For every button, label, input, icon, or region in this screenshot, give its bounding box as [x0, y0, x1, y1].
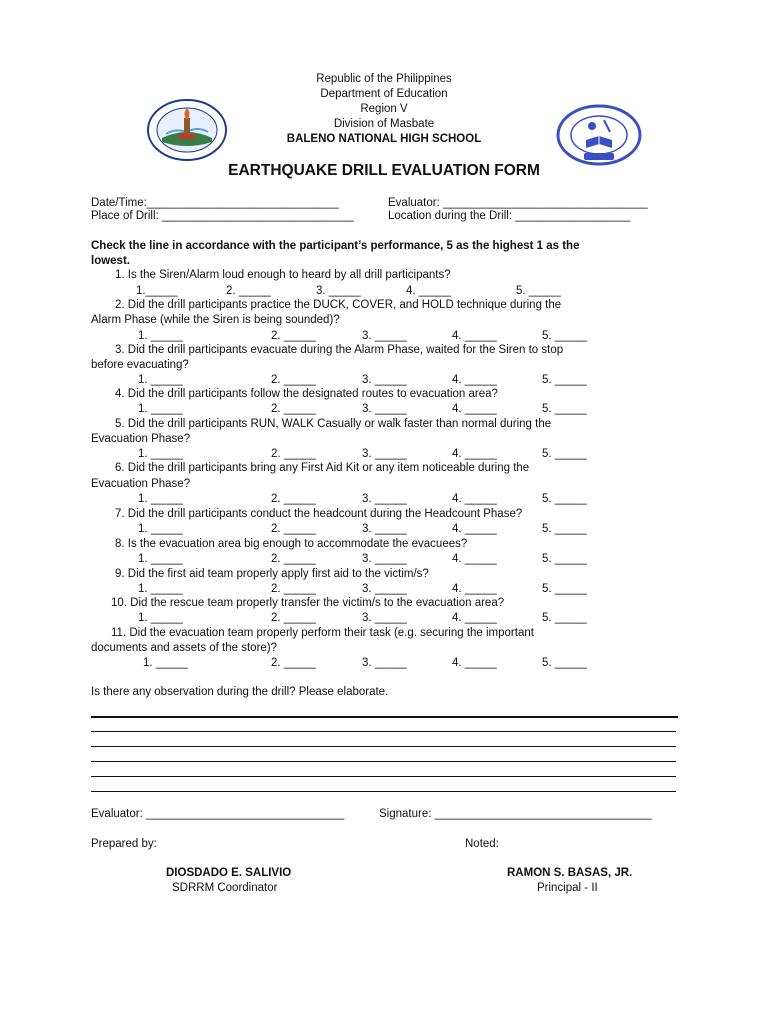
rating-3[interactable]: 3. _____ [362, 612, 407, 624]
date-time-field[interactable]: Date/Time:______________________________ [91, 197, 339, 209]
question-text: 9. Did the first aid team properly apply first aid to the victim/s? [115, 568, 429, 580]
rating-2[interactable]: 2. _____ [271, 448, 316, 460]
rating-4[interactable]: 4. _____ [452, 583, 497, 595]
rating-5[interactable]: 5. _____ [542, 374, 587, 386]
observation-line-3[interactable] [91, 746, 676, 747]
rating-4[interactable]: 4. _____ [452, 374, 497, 386]
location-field[interactable]: Location during the Drill: __________________ [388, 210, 631, 222]
observation-prompt: Is there any observation during the drill? Please elaborate. [91, 686, 389, 698]
signature-field[interactable]: Signature: __________________________________ [379, 808, 653, 820]
question-text: 11. Did the evacuation team properly perform their task (e.g. securing the important [111, 627, 534, 639]
rating-1[interactable]: 1. _____ [138, 403, 183, 415]
question-text: 8. Is the evacuation area big enough to accommodate the evacuees? [115, 538, 468, 550]
question-text: 10. Did the rescue team properly transfer the victim/s to the evacuation area? [111, 597, 505, 609]
rating-1[interactable]: 1._____ [136, 285, 178, 297]
rating-1[interactable]: 1. _____ [138, 374, 183, 386]
rating-5[interactable]: 5. _____ [542, 330, 587, 342]
noter-title: Principal - II [537, 882, 598, 894]
rating-3[interactable]: 3. _____ [362, 403, 407, 415]
prepared-by-label: Prepared by: [91, 838, 157, 850]
rating-3[interactable]: 3. _____ [362, 657, 407, 669]
rating-3[interactable]: 3. _____ [362, 583, 407, 595]
instruction-line-1: Check the line in accordance with the participant’s performance, 5 as the highest 1 as the [91, 240, 580, 252]
preparer-name: DIOSDADO E. SALIVIO [166, 867, 292, 879]
question-text-cont: Alarm Phase (while the Siren is being sounded)? [91, 314, 340, 326]
question-text: 6. Did the drill participants bring any First Aid Kit or any item noticeable during the [115, 462, 530, 474]
observation-line-5[interactable] [91, 776, 676, 777]
evaluator-signature-field[interactable]: Evaluator: _______________________________ [91, 808, 345, 820]
question-text: 1. Is the Siren/Alarm loud enough to heard by all drill participants? [115, 269, 451, 281]
rating-2[interactable]: 2. _____ [226, 285, 271, 297]
instruction-line-2: lowest. [91, 255, 130, 267]
rating-1[interactable]: 1. _____ [138, 583, 183, 595]
rating-1[interactable]: 1. _____ [138, 612, 183, 624]
rating-5[interactable]: 5. _____ [542, 583, 587, 595]
rating-5[interactable]: 5. _____ [542, 493, 587, 505]
question-text-cont: Evacuation Phase? [91, 433, 191, 445]
question-text: 4. Did the drill participants follow the designated routes to evacuation area? [115, 388, 498, 400]
rating-5[interactable]: 5. _____ [542, 448, 587, 460]
rating-4[interactable]: 4. _____ [452, 403, 497, 415]
form-title: EARTHQUAKE DRILL EVALUATION FORM [228, 162, 540, 179]
rating-3[interactable]: 3. _____ [362, 330, 407, 342]
rating-4[interactable]: 4. _____ [452, 523, 497, 535]
observation-line-2[interactable] [91, 731, 676, 732]
rating-5[interactable]: 5. _____ [542, 523, 587, 535]
rating-1[interactable]: 1. _____ [138, 493, 183, 505]
rating-3[interactable]: 3. _____ [362, 523, 407, 535]
place-of-drill-field[interactable]: Place of Drill: ______________________________ [91, 210, 354, 222]
rating-1[interactable]: 1. _____ [138, 553, 183, 565]
rating-2[interactable]: 2. _____ [271, 583, 316, 595]
rating-2[interactable]: 2. _____ [271, 403, 316, 415]
rating-5[interactable]: 5. _____ [542, 403, 587, 415]
rating-1[interactable]: 1. _____ [138, 523, 183, 535]
question-text: 3. Did the drill participants evacuate during the Alarm Phase, waited for the Siren to stop [115, 344, 564, 356]
rating-1[interactable]: 1. _____ [143, 657, 188, 669]
rating-2[interactable]: 2. _____ [271, 612, 316, 624]
rating-3[interactable]: 3. _____ [362, 448, 407, 460]
rating-5[interactable]: 5. _____ [542, 553, 587, 565]
rating-4[interactable]: 4. _____ [452, 493, 497, 505]
rating-3[interactable]: 3. _____ [362, 493, 407, 505]
header-line-3: Region V [360, 103, 408, 115]
question-text-cont: Evacuation Phase? [91, 478, 191, 490]
rating-4[interactable]: 4. _____ [452, 612, 497, 624]
observation-line-6[interactable] [91, 791, 676, 792]
observation-line-1[interactable] [91, 716, 678, 718]
header-line-1: Republic of the Philippines [316, 73, 452, 85]
evaluator-field-top[interactable]: Evaluator: ________________________________ [388, 197, 648, 209]
question-text-cont: documents and assets of the store)? [91, 642, 278, 654]
rating-2[interactable]: 2. _____ [271, 553, 316, 565]
question-text: 2. Did the drill participants practice the DUCK, COVER, and HOLD technique during the [115, 299, 562, 311]
rating-4[interactable]: 4. _____ [406, 285, 451, 297]
rating-4[interactable]: 4. _____ [452, 330, 497, 342]
preparer-title: SDRRM Coordinator [172, 882, 278, 894]
rating-2[interactable]: 2. _____ [271, 330, 316, 342]
rating-2[interactable]: 2. _____ [271, 374, 316, 386]
question-text: 7. Did the drill participants conduct the headcount during the Headcount Phase? [115, 508, 523, 520]
rating-3[interactable]: 3. _____ [316, 285, 361, 297]
rating-1[interactable]: 1. _____ [138, 448, 183, 460]
noted-label: Noted: [465, 838, 499, 850]
noter-name: RAMON S. BASAS, JR. [507, 867, 633, 879]
rating-2[interactable]: 2. _____ [271, 493, 316, 505]
rating-1[interactable]: 1. _____ [138, 330, 183, 342]
observation-line-4[interactable] [91, 761, 676, 762]
rating-2[interactable]: 2. _____ [271, 523, 316, 535]
header-line-2: Department of Education [320, 88, 448, 100]
rating-4[interactable]: 4. _____ [452, 553, 497, 565]
rating-3[interactable]: 3. _____ [362, 374, 407, 386]
school-name: BALENO NATIONAL HIGH SCHOOL [286, 133, 482, 145]
rating-5[interactable]: 5. _____ [516, 285, 561, 297]
question-text-cont: before evacuating? [91, 359, 189, 371]
question-text: 5. Did the drill participants RUN, WALK Casually or walk faster than normal during the [115, 418, 552, 430]
rating-3[interactable]: 3. _____ [362, 553, 407, 565]
rating-2[interactable]: 2. _____ [271, 657, 316, 669]
rating-4[interactable]: 4. _____ [452, 448, 497, 460]
rating-5[interactable]: 5. _____ [542, 612, 587, 624]
header-line-4: Division of Masbate [333, 118, 435, 130]
rating-5[interactable]: 5. _____ [542, 657, 587, 669]
rating-4[interactable]: 4. _____ [452, 657, 497, 669]
